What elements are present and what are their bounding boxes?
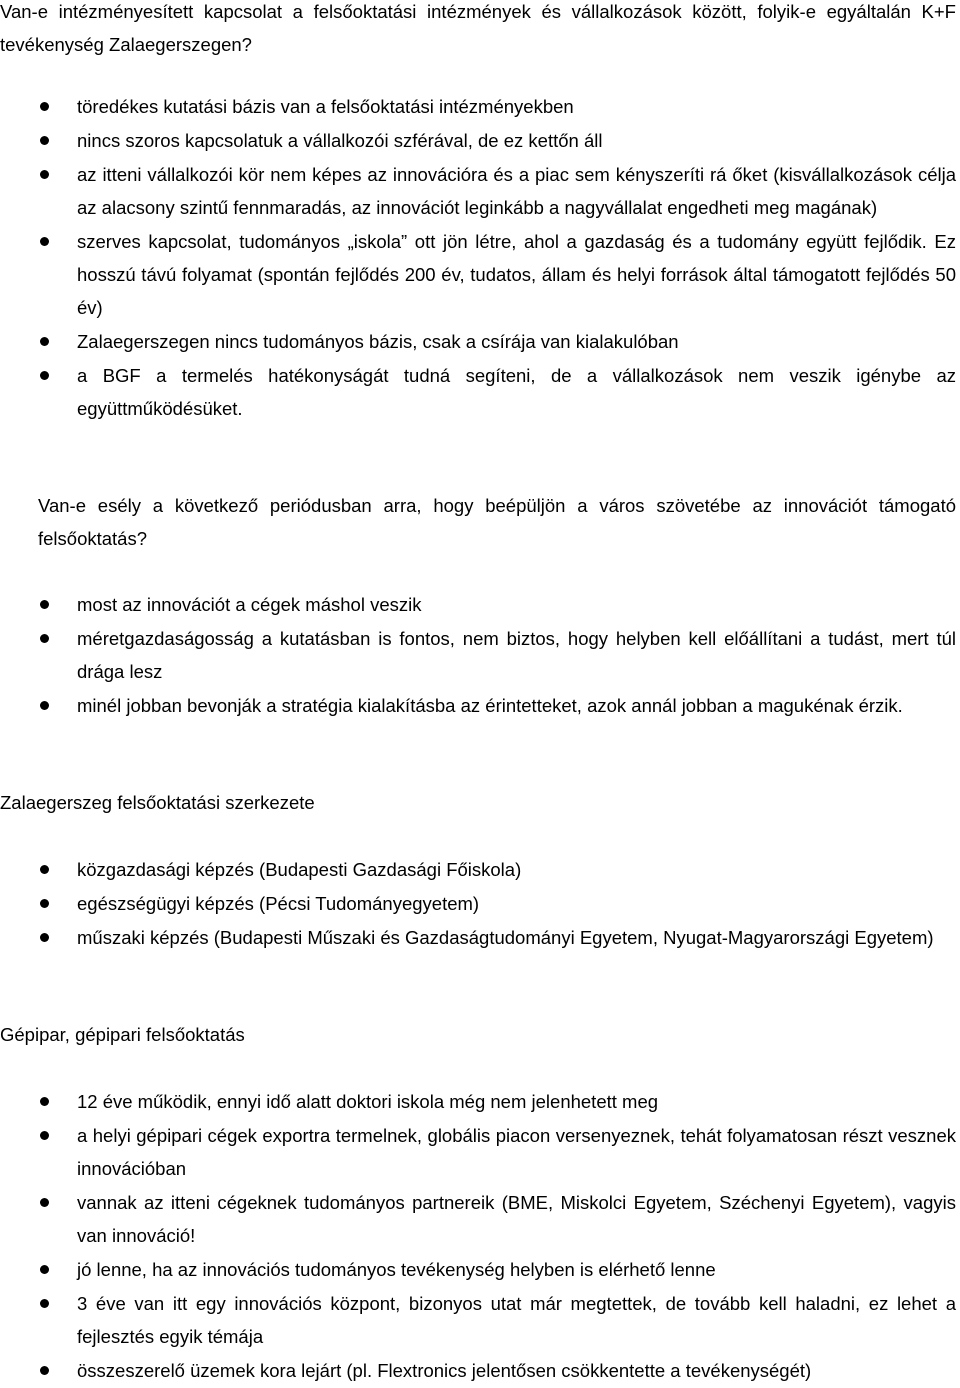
list-item: szerves kapcsolat, tudományos „iskola” ott jön létre, ahol a gazdaság és a tudomány együtt fejlődik. Ez hosszú távú folyamat (spontán fejlődés 200 év, tudatos, állam és helyi források által támogatott fejlődés 50 év) xyxy=(0,225,956,324)
list-item: Zalaegerszegen nincs tudományos bázis, csak a csírája van kialakulóban xyxy=(0,325,956,358)
list-item: töredékes kutatási bázis van a felsőoktatási intézményekben xyxy=(0,90,956,123)
list-item: a BGF a termelés hatékonyságát tudná segíteni, de a vállalkozások nem veszik igénybe az együttműködésüket. xyxy=(0,359,956,425)
bullet-dot-icon xyxy=(40,933,49,942)
list-item: nincs szoros kapcsolatuk a vállalkozói szférával, de ez kettőn áll xyxy=(0,124,956,157)
bullet-dot-icon xyxy=(40,1265,49,1274)
section-heading: Zalaegerszeg felsőoktatási szerkezete xyxy=(0,792,315,813)
list-item: jó lenne, ha az innovációs tudományos tevékenység helyben is elérhető lenne xyxy=(0,1253,956,1286)
list-item: műszaki képzés (Budapesti Műszaki és Gazdaságtudományi Egyetem, Nyugat-Magyarországi Egyetem) xyxy=(0,921,956,954)
list-item: a helyi gépipari cégek exportra termelnek, globális piacon versenyeznek, tehát folyamatosan részt vesznek innovációban xyxy=(0,1119,956,1185)
bullet-dot-icon xyxy=(40,1198,49,1207)
list-item: 12 éve működik, ennyi idő alatt doktori iskola még nem jelenhetett meg xyxy=(0,1085,956,1118)
bullet-dot-icon xyxy=(40,634,49,643)
bullet-dot-icon xyxy=(40,1366,49,1375)
bullet-dot-icon xyxy=(40,337,49,346)
bullet-dot-icon xyxy=(40,899,49,908)
bullet-dot-icon xyxy=(40,1299,49,1308)
list-item: vannak az itteni cégeknek tudományos partnereik (BME, Miskolci Egyetem, Széchenyi Egyetem), vagyis van innováció! xyxy=(0,1186,956,1252)
list-item: 3 éve van itt egy innovációs központ, bizonyos utat már megtettek, de tovább kell haladni, ez lehet a fejlesztés egyik témája xyxy=(0,1287,956,1353)
bullet-dot-icon xyxy=(40,136,49,145)
bullet-dot-icon xyxy=(40,102,49,111)
list-item: közgazdasági képzés (Budapesti Gazdasági Főiskola) xyxy=(0,853,956,886)
bullet-dot-icon xyxy=(40,1097,49,1106)
section3-bullet-list xyxy=(0,853,960,955)
bullet-dot-icon xyxy=(40,1131,49,1140)
section2-question: Van-e esély a következő periódusban arra, hogy beépüljön a város szövetébe az innovációt támogató felsőoktatás? xyxy=(38,495,956,549)
list-item: egészségügyi képzés (Pécsi Tudományegyetem) xyxy=(0,887,956,920)
bullet-dot-icon xyxy=(40,701,49,710)
section-heading: Gépipar, gépipari felsőoktatás xyxy=(0,1024,245,1045)
section4-bullet-list xyxy=(0,1085,960,1388)
section2-bullet-list xyxy=(0,588,960,723)
list-item: összeszerelő üzemek kora lejárt (pl. Flextronics jelentősen csökkentette a tevékenységét) xyxy=(0,1354,956,1387)
intro-question: Van-e intézményesített kapcsolat a felsőoktatási intézmények és vállalkozások között, folyik-e egyáltalán K+F tevékenység Zalaegerszegen? xyxy=(0,1,956,55)
bullet-dot-icon xyxy=(40,600,49,609)
list-item: méretgazdaságosság a kutatásban is fontos, nem biztos, hogy helyben kell előállítani a tudást, mert túl drága lesz xyxy=(0,622,956,688)
bullet-dot-icon xyxy=(40,237,49,246)
bullet-dot-icon xyxy=(40,865,49,874)
intro-bullet-list xyxy=(0,90,960,426)
list-item: most az innovációt a cégek máshol veszik xyxy=(0,588,956,621)
list-item: minél jobban bevonják a stratégia kialakításba az érintetteket, azok annál jobban a magukénak érzik. xyxy=(0,689,956,722)
bullet-dot-icon xyxy=(40,371,49,380)
bullet-dot-icon xyxy=(40,170,49,179)
list-item: az itteni vállalkozói kör nem képes az innovációra és a piac sem kényszeríti rá őket (kisvállalkozások célja az alacsony szintű fennmaradás, az innovációt leginkább a nagyvállalat engedheti meg magának) xyxy=(0,158,956,224)
